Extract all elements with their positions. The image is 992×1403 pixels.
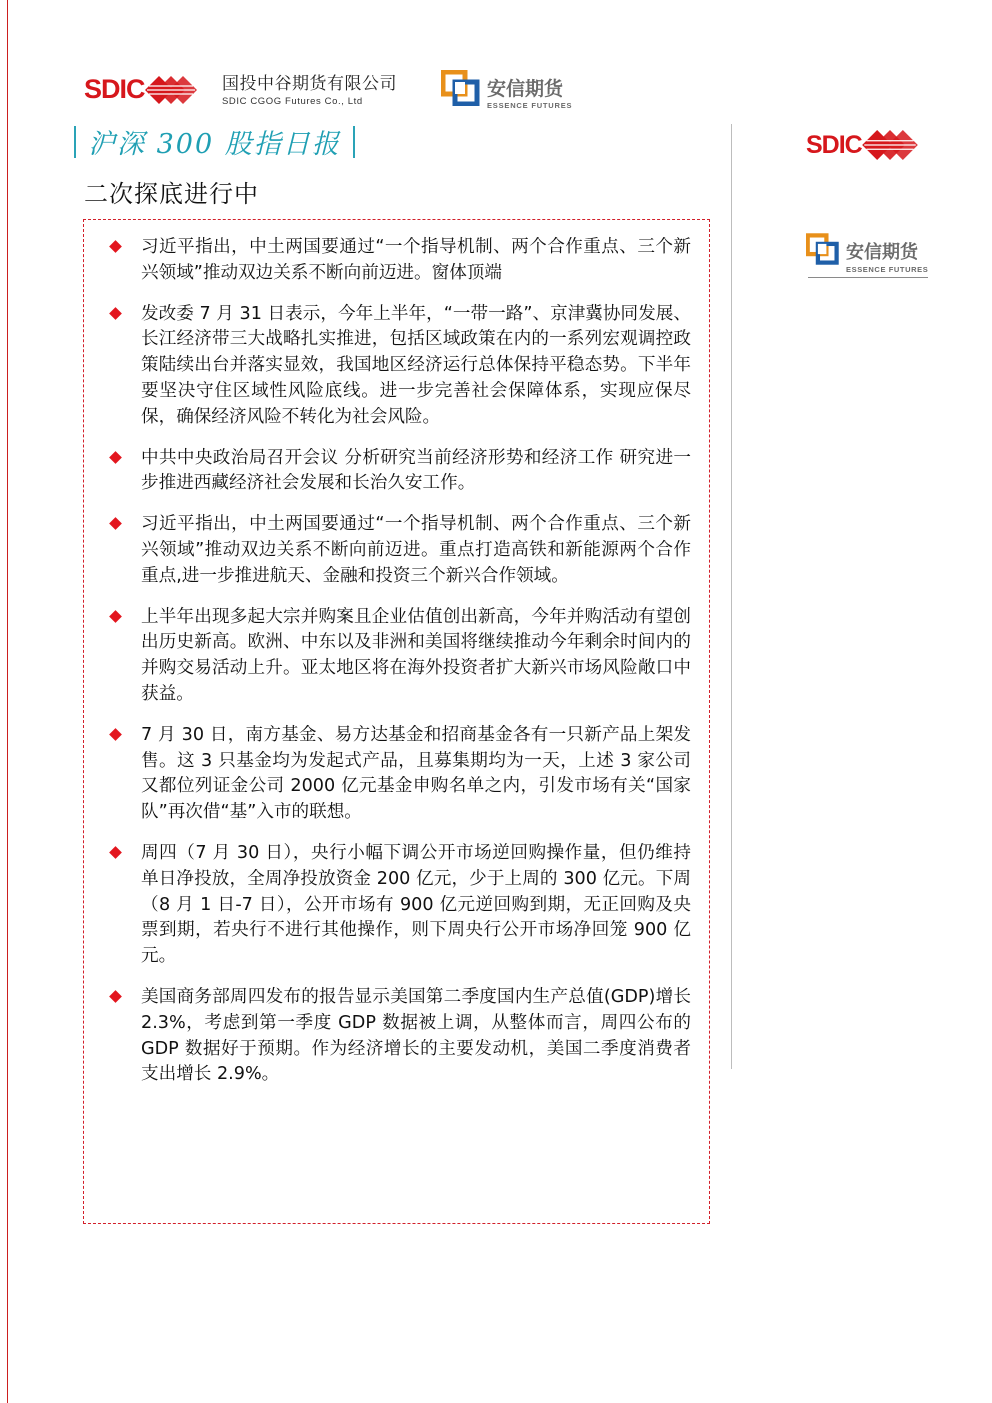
side-logo-underline xyxy=(808,277,928,278)
side-sdic-logo xyxy=(806,130,918,160)
diamond-bullet-icon xyxy=(109,846,122,859)
sdic-logo-text: SDIC xyxy=(84,74,145,104)
news-item xyxy=(84,985,691,1088)
news-item xyxy=(84,605,691,708)
news-text: 7 月 30 日，南方基金、易方达基金和招商基金各有一只新产品上架发售。这 3 只基金均为发起式产品，且募集期均为一天，上述 3 家公司又都位列证金公司 2000 亿元基金申购名单之内，引发市场有关“国家队”再次借“基”入市的联想。 xyxy=(141,724,691,823)
essence-name-en: ESSENCE FUTURES xyxy=(487,101,573,110)
news-text: 周四（7 月 30 日），央行小幅下调公开市场逆回购操作量，但仍维持单日净投放，全周净投放资金 200 亿元，少于上周的 300 亿元。下周（8 月 1 日-7 日），公开市场有 900 亿元逆回购到期，无正回购及央票到期，若央行不进行其他操作，则下周央行公开市场净回笼 900 亿元。 xyxy=(141,842,691,967)
diamond-bullet-icon xyxy=(109,240,122,253)
essence-logo xyxy=(441,70,572,110)
side-essence-name-en: ESSENCE FUTURES xyxy=(846,265,929,274)
side-sdic-diamond-mark-icon xyxy=(862,130,918,160)
news-text: 中共中央政治局召开会议 分析研究当前经济形势和经济工作 研究进一步推进西藏经济社会发展和长治久安工作。 xyxy=(141,447,691,494)
company-name-en: SDIC CGOG Futures Co., Ltd xyxy=(222,96,363,107)
side-essence-mark-icon xyxy=(806,232,840,266)
news-item xyxy=(84,302,691,431)
news-text: 上半年出现多起大宗并购案且企业估值创出新高，今年并购活动有望创出历史新高。欧洲、中东以及非洲和美国将继续推动今年剩余时间内的并购交易活动上升。亚太地区将在海外投资者扩大新兴市场风险敞口中获益。 xyxy=(141,606,691,704)
diamond-bullet-icon xyxy=(109,517,122,530)
company-name-cn: 国投中谷期货有限公司 xyxy=(222,74,397,94)
news-list xyxy=(84,235,691,1103)
diamond-bullet-icon xyxy=(109,728,122,741)
news-item xyxy=(84,512,691,589)
news-text: 美国商务部周四发布的报告显示美国第二季度国内生产总值(GDP)增长 2.3%，考虑到第一季度 GDP 数据被上调，从整体而言，周四公布的 GDP 数据好于预期。作为经济增长的主要发动机，美国二季度消费者支出增长 2.9%。 xyxy=(141,986,691,1085)
diamond-bullet-icon xyxy=(109,610,122,623)
column-divider xyxy=(731,124,732,1069)
news-box xyxy=(83,219,710,1224)
side-sdic-logo-text: SDIC xyxy=(806,130,862,159)
essence-name-cn: 安信期货 xyxy=(487,78,564,100)
news-text: 发改委 7 月 31 日表示，今年上半年，“一带一路”、京津冀协同发展、长江经济带三大战略扎实推进，包括区域政策在内的一系列宏观调控政策陆续出台并落实显效，我国地区经济运行总体保持平稳态势。下半年要坚决守住区域性风险底线。进一步完善社会保障体系，实现应保尽保，确保经济风险不转化为社会风险。 xyxy=(141,303,691,427)
company-name-block xyxy=(222,74,397,107)
diamond-bullet-icon xyxy=(109,451,122,464)
news-item xyxy=(84,235,691,287)
news-item xyxy=(84,446,691,498)
news-item xyxy=(84,723,691,826)
essence-mark-icon xyxy=(441,70,481,106)
page-left-border xyxy=(7,0,8,1403)
report-title-text: 沪深 300 股指日报 xyxy=(88,129,341,160)
diamond-bullet-icon xyxy=(109,307,122,320)
news-item xyxy=(84,841,691,970)
sdic-diamond-mark-icon xyxy=(145,76,197,104)
report-subtitle: 二次探底进行中 xyxy=(84,180,259,208)
report-title xyxy=(74,122,355,161)
diamond-bullet-icon xyxy=(109,990,122,1003)
news-text: 习近平指出，中土两国要通过“一个指导机制、两个合作重点、三个新兴领域”推动双边关系不断向前迈进。窗体顶端 xyxy=(141,237,691,283)
side-essence-name-cn: 安信期货 xyxy=(846,242,918,263)
sdic-logo xyxy=(84,74,197,105)
news-text: 习近平指出，中土两国要通过“一个指导机制、两个合作重点、三个新兴领域”推动双边关系不断向前迈进。重点打造高铁和新能源两个合作重点,进一步推进航天、金融和投资三个新兴合作领域。 xyxy=(141,514,691,586)
side-essence-logo xyxy=(806,232,928,274)
title-right-bar xyxy=(353,126,355,158)
